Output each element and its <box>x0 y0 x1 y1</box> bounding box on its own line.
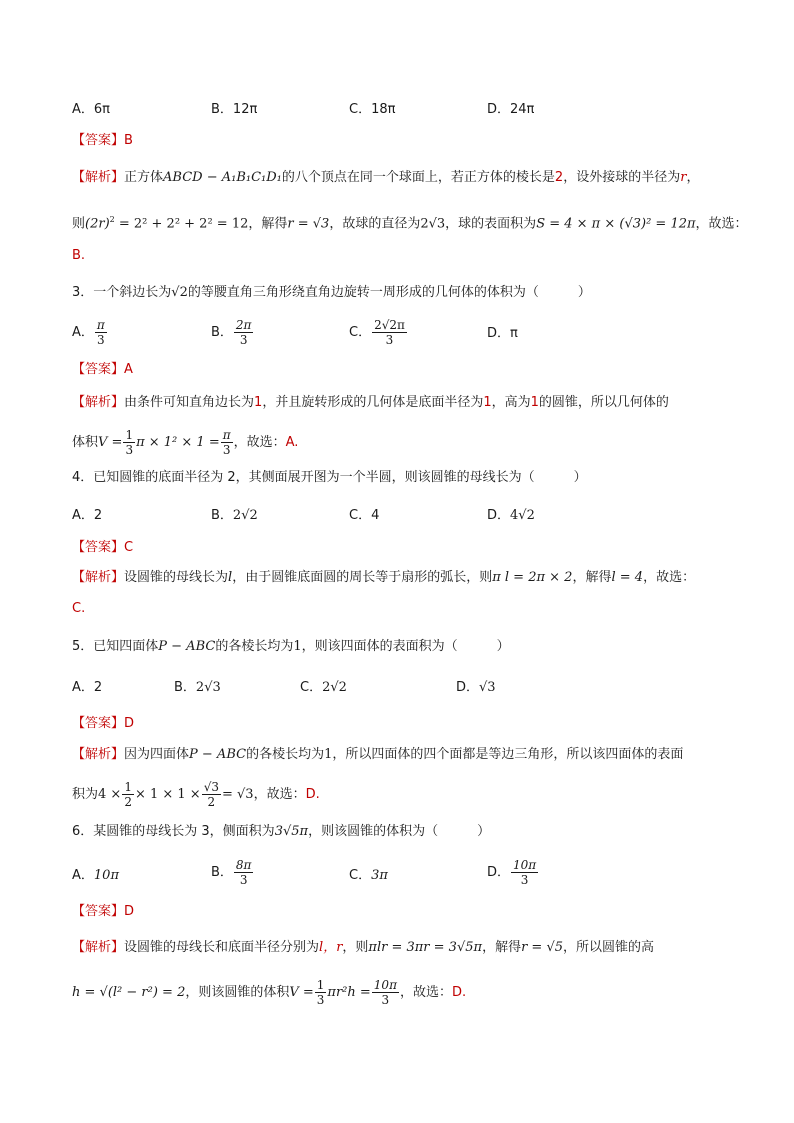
label: A． <box>72 325 94 340</box>
q4-option-b <box>211 506 258 526</box>
math-eq: π l = 2π × 2 <box>492 570 573 585</box>
denominator: 3 <box>97 333 105 347</box>
label: B． <box>174 680 196 695</box>
q6-analysis-line1 <box>72 938 654 958</box>
text: ，故选： <box>695 216 748 232</box>
numerator: π <box>96 318 105 332</box>
math-term: × 1 × 1 × <box>134 787 201 802</box>
text: 的各棱长均为 <box>246 747 325 762</box>
denominator: 3 <box>222 443 231 457</box>
text: ，故球的直径为 <box>329 216 421 232</box>
fraction <box>95 318 107 347</box>
q6-option-d <box>487 858 539 887</box>
q6-option-a <box>72 866 119 886</box>
fraction <box>234 858 254 887</box>
text: ，则 <box>342 940 369 955</box>
q4-option-a: A．2 <box>72 508 103 523</box>
fraction <box>315 978 327 1007</box>
value: 1 <box>324 747 333 762</box>
numerator: √3 <box>203 780 219 794</box>
analysis-tag: 【解析】 <box>72 940 125 955</box>
text: 正方体 <box>124 170 164 185</box>
denominator: 3 <box>125 443 134 457</box>
q2-analysis-line2: 则$(2r)^2 = 2^2 + 2^2 + 2^2 = 12$，解得r = √3，故球的直径为2√3，球的表面积为S = 4 × π × (√3)² = 12π，故选： <box>72 215 748 232</box>
text: 体积 <box>72 435 99 450</box>
text: 则 <box>72 216 86 232</box>
text: ，并且旋转形成的几何体是底面半径为 <box>262 395 484 410</box>
label: C． <box>349 325 372 340</box>
math-eq: πlr = 3πr = 3√5π <box>368 940 483 955</box>
analysis-tag: 【解析】 <box>72 570 125 585</box>
fraction <box>123 428 135 457</box>
text: 6．某圆锥的母线长为 3，侧面积为 <box>72 824 275 839</box>
q3-option-a <box>72 318 108 347</box>
math-cube: ABCD − A₁B₁C₁D₁ <box>163 170 282 185</box>
math-pabc: P − ABC <box>158 639 216 654</box>
q4-analysis-line1 <box>72 568 695 588</box>
text: 的各棱长均为 <box>215 639 294 654</box>
answer-tag: 【答案】 <box>72 362 125 377</box>
math-term: 4 × <box>98 787 122 802</box>
label: B． <box>211 325 233 340</box>
fraction <box>234 318 254 347</box>
text: 的八个顶点在同一个球面上，若正方体的棱长是 <box>281 170 555 185</box>
math-v: V = <box>98 435 123 450</box>
label: D． <box>487 865 511 880</box>
math-term: πr²h = <box>327 985 371 1000</box>
math-term: = √3 <box>221 787 254 802</box>
math-value: 3√5π <box>274 824 309 839</box>
label: C． <box>300 680 323 695</box>
fraction <box>511 858 538 887</box>
fraction <box>221 428 233 457</box>
math-r: r <box>680 170 687 185</box>
q3-option-d: D．π <box>487 326 518 341</box>
text: ，解得 <box>482 940 522 955</box>
value: 2√3 <box>195 680 221 695</box>
q2-analysis-line1 <box>72 168 699 188</box>
text: 由条件可知直角边长为 <box>124 395 255 410</box>
text: 5．已知四面体 <box>72 639 159 654</box>
text: 的圆锥，所以几何体的 <box>538 395 669 410</box>
fraction: $\frac{√3}{2}$ <box>203 780 219 809</box>
value: 1 <box>483 395 492 410</box>
q4-option-d <box>487 506 535 526</box>
text: ，所以四面体的四个面都是等边三角形，所以该四面体的表面 <box>332 747 684 762</box>
text: ，设外接球的半径为 <box>563 170 681 185</box>
value: 1 <box>254 395 263 410</box>
math-sqrt2: √2 <box>171 285 188 300</box>
text: ，则该圆锥的体积为（ ） <box>308 824 491 839</box>
analysis-tag: 【解析】 <box>72 395 125 410</box>
edge-length: 2 <box>554 170 564 185</box>
label: B． <box>211 508 233 523</box>
q4-option-c: C．4 <box>349 508 380 523</box>
text: ，则该四面体的表面积为（ ） <box>301 639 510 654</box>
math-eq: l = 4 <box>611 570 644 585</box>
fraction <box>372 978 399 1007</box>
numerator: 1 <box>124 780 132 794</box>
q3-stem <box>72 283 591 303</box>
q6-option-b <box>211 858 254 887</box>
math-pabc: P − ABC <box>189 747 247 762</box>
numerator: 8π <box>235 858 252 872</box>
q6-answer <box>72 902 134 922</box>
answer-choice: D. <box>451 985 467 1000</box>
value: 10π <box>93 868 119 883</box>
label: D． <box>456 680 480 695</box>
text: 设圆锥的母线长为 <box>124 570 229 585</box>
math-eq: h = √(l² − r²) = 2 <box>72 985 186 1000</box>
q2-answer <box>72 131 133 151</box>
text: ，高为 <box>491 395 531 410</box>
label: C． <box>349 868 372 883</box>
math-diameter: 2√3 <box>420 216 446 232</box>
denominator: 3 <box>239 333 248 347</box>
value: 4√2 <box>510 508 535 523</box>
math-term: π × 1² × 1 = <box>136 435 220 450</box>
value: 1 <box>530 395 539 410</box>
q2-option-d: D．24π <box>487 102 535 117</box>
answer-choice: D. <box>305 787 320 802</box>
text: ，故选： <box>643 570 696 585</box>
q3-answer <box>72 360 133 380</box>
text: ，故选： <box>399 985 452 1000</box>
answer-value: A <box>124 362 133 377</box>
text: ，由于圆锥底面圆的周长等于扇形的弧长，则 <box>232 570 493 585</box>
q3-option-b <box>211 318 254 347</box>
math-eq: r = √5 <box>521 940 564 955</box>
fraction: $\frac{1}{2}$ <box>124 780 132 809</box>
numerator: 1 <box>125 428 134 442</box>
q3-analysis-line1 <box>72 393 669 413</box>
text: ，故选： <box>253 787 306 802</box>
text: 3．一个斜边长为 <box>72 285 172 300</box>
value: 2√2 <box>232 508 258 523</box>
text: 因为四面体 <box>124 747 190 762</box>
label: A． <box>72 868 94 883</box>
q5-analysis-line1 <box>72 745 683 765</box>
q4-answer <box>72 538 133 558</box>
q5-option-a: A．2 <box>72 680 103 695</box>
value: √3 <box>479 680 496 695</box>
q5-stem <box>72 637 510 657</box>
label: D． <box>487 508 511 523</box>
q4-stem: 4．已知圆锥的底面半径为 2，其侧面展开图为一个半圆，则该圆锥的母线长为（ ） <box>72 470 587 485</box>
math-surface: S = 4 × π × (√3)² = 12π <box>536 216 696 232</box>
math-r-eq: r = √3 <box>287 216 330 232</box>
text: ， <box>686 170 700 185</box>
math-sum: = 2² + 2² + 2² = 12 <box>114 216 249 232</box>
q5-option-c <box>300 678 347 698</box>
q5-answer <box>72 714 134 734</box>
numerator: π <box>222 428 231 442</box>
q5-option-d <box>456 678 496 698</box>
denominator: 3 <box>381 993 390 1007</box>
q6-analysis-line2 <box>72 978 466 1007</box>
text: ，球的表面积为 <box>445 216 537 232</box>
q4-analysis-line2: C. <box>72 601 86 616</box>
denominator: 3 <box>316 993 325 1007</box>
text: ，所以圆锥的高 <box>563 940 655 955</box>
text: 积为 <box>72 787 99 802</box>
q3-option-c <box>349 318 408 347</box>
numerator: 2√2π <box>374 318 405 332</box>
denominator: 3 <box>385 333 394 347</box>
answer-tag: 【答案】 <box>72 904 125 919</box>
answer-tag: 【答案】 <box>72 716 125 731</box>
q5-option-b <box>174 678 221 698</box>
q3-analysis-line2 <box>72 428 298 457</box>
denominator: 3 <box>239 873 248 887</box>
q2-option-c: C．18π <box>349 102 396 117</box>
value: 3π <box>371 868 388 883</box>
q2-option-b: B．12π <box>211 102 258 117</box>
numerator: 2π <box>235 318 252 332</box>
text: 的等腰直角三角形绕直角边旋转一周形成的几何体的体积为（ ） <box>187 285 591 300</box>
math-2r: (2r) <box>85 216 110 232</box>
q6-stem <box>72 822 490 842</box>
fraction <box>372 318 407 347</box>
numerator: 10π <box>513 858 537 872</box>
label: B． <box>211 865 233 880</box>
denominator: 3 <box>520 873 529 887</box>
q2-analysis-line3: B. <box>72 248 86 263</box>
value: 1 <box>293 639 302 654</box>
value: 2√2 <box>322 680 347 695</box>
q5-analysis-line2 <box>72 780 320 809</box>
text: 设圆锥的母线长和底面半径分别为 <box>124 940 320 955</box>
answer-tag: 【答案】 <box>72 133 125 148</box>
answer-value: D <box>124 904 135 919</box>
numerator: 1 <box>316 978 325 992</box>
answer-value: B <box>124 133 133 148</box>
answer-choice: A. <box>285 435 299 450</box>
answer-value: C <box>124 540 134 555</box>
q2-option-a: A．6π <box>72 102 110 117</box>
analysis-tag: 【解析】 <box>72 170 125 185</box>
text: ，故选： <box>233 435 286 450</box>
answer-tag: 【答案】 <box>72 540 125 555</box>
answer-value: D <box>124 716 135 731</box>
text: ，解得 <box>572 570 612 585</box>
math-v: V = <box>289 985 314 1000</box>
math-l: l <box>228 570 233 585</box>
numerator: 10π <box>373 978 397 992</box>
analysis-tag: 【解析】 <box>72 747 125 762</box>
text: ，解得 <box>248 216 288 232</box>
text: ，则该圆锥的体积 <box>185 985 290 1000</box>
q6-option-c <box>349 866 388 886</box>
math-vars: l，r <box>319 940 343 955</box>
